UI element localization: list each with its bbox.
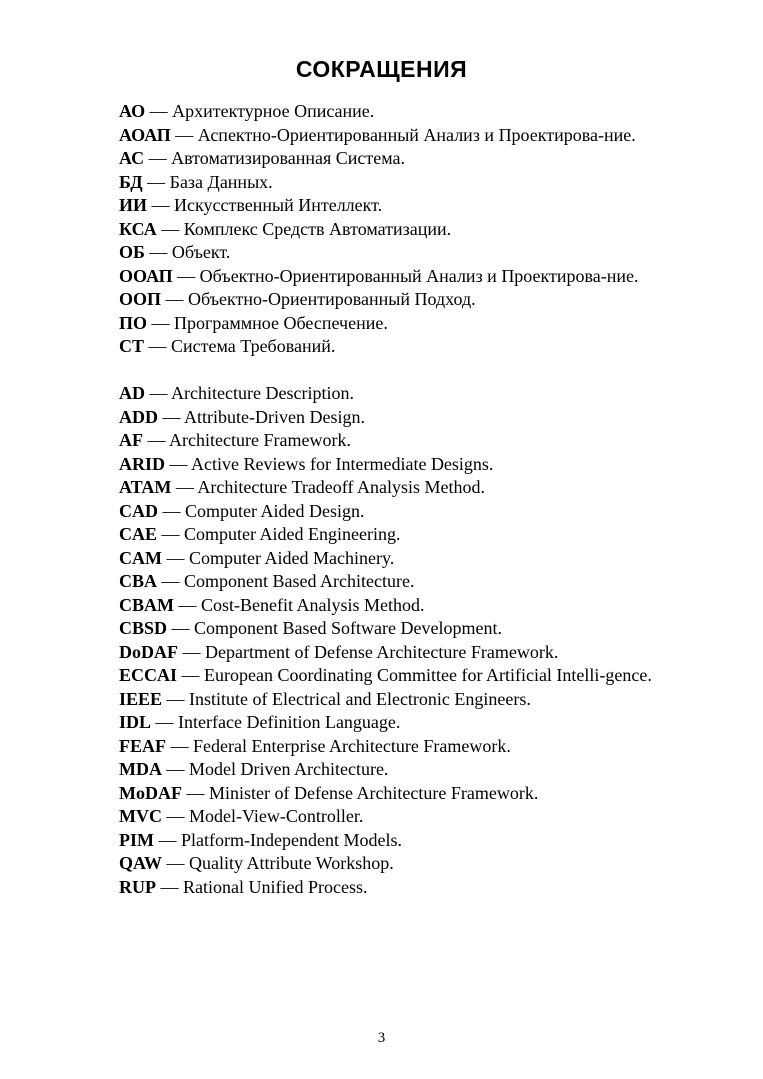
- abbreviation-entry: [74, 335, 687, 359]
- abbreviation-dash: —: [154, 829, 181, 850]
- abbreviation-term: ARID: [119, 453, 166, 474]
- abbreviation-definition: Программное Обеспечение.: [174, 312, 388, 333]
- abbreviation-entry: [74, 594, 687, 618]
- abbreviation-term: БД: [119, 171, 143, 192]
- abbreviation-term: АС: [119, 148, 145, 168]
- abbreviation-entry: [74, 829, 687, 853]
- abbreviation-entry: [74, 664, 687, 688]
- abbreviation-definition: Computer Aided Engineering.: [184, 524, 401, 544]
- abbreviation-definition: Cost-Benefit Analysis Method.: [201, 594, 425, 615]
- abbreviation-definition: Система Требований.: [171, 336, 336, 356]
- abbreviation-definition: Active Reviews for Intermediate Designs.: [191, 453, 494, 474]
- abbreviation-entry: [74, 758, 687, 782]
- abbreviation-entry: [74, 124, 687, 148]
- abbreviation-definition: Computer Aided Design.: [185, 500, 365, 521]
- abbreviation-entry: [74, 782, 687, 806]
- abbreviation-dash: —: [172, 265, 200, 286]
- abbreviation-term: ECCAI: [119, 665, 178, 685]
- abbreviation-dash: —: [147, 195, 175, 215]
- abbreviation-term: MDA: [119, 759, 162, 779]
- abbreviation-definition: Объектно-Ориентированный Подход.: [188, 289, 476, 309]
- abbreviation-dash: —: [156, 218, 184, 239]
- abbreviation-definition: Component Based Architecture.: [184, 571, 415, 591]
- abbreviation-term: CBA: [119, 571, 158, 591]
- abbreviation-dash: —: [147, 312, 175, 333]
- russian-abbreviations: [74, 100, 687, 359]
- abbreviation-definition: Attribute-Driven Design.: [184, 406, 365, 427]
- abbreviation-dash: —: [161, 289, 189, 309]
- abbreviation-dash: —: [171, 477, 198, 497]
- abbreviation-dash: —: [145, 101, 173, 121]
- abbreviation-definition: Architecture Tradeoff Analysis Method.: [197, 477, 485, 497]
- abbreviation-dash: —: [162, 806, 189, 826]
- abbreviation-term: ПО: [119, 312, 148, 333]
- abbreviation-term: QAW: [119, 853, 163, 873]
- abbreviation-dash: —: [174, 594, 201, 615]
- group-separator: [74, 359, 687, 383]
- abbreviation-definition: European Coordinating Committee for Artificial Intelli-gence.: [204, 665, 652, 685]
- abbreviation-entry: [74, 453, 687, 477]
- abbreviation-term: АОАП: [119, 124, 171, 145]
- abbreviation-entry: [74, 406, 687, 430]
- abbreviation-definition: База Данных.: [169, 171, 273, 192]
- abbreviation-entry: [74, 688, 687, 712]
- page-number: 3: [377, 1030, 386, 1046]
- abbreviation-definition: Minister of Defense Architecture Framework.: [208, 782, 539, 803]
- abbreviation-entry: [74, 382, 687, 406]
- abbreviation-term: CAM: [119, 547, 162, 568]
- abbreviation-entry: [74, 641, 687, 665]
- abbreviation-dash: —: [167, 618, 195, 638]
- abbreviation-dash: —: [162, 759, 189, 779]
- abbreviation-dash: —: [144, 148, 172, 168]
- abbreviation-dash: —: [162, 688, 190, 709]
- abbreviation-definition: Architecture Framework.: [169, 430, 351, 450]
- abbreviation-entry: [74, 100, 687, 124]
- abbreviation-entry: [74, 312, 687, 336]
- abbreviation-dash: —: [177, 665, 205, 685]
- abbreviation-term: CAE: [119, 524, 158, 544]
- abbreviation-dash: —: [145, 383, 172, 403]
- abbreviation-definition: Rational Unified Process.: [183, 876, 368, 897]
- abbreviation-term: CAD: [119, 500, 158, 521]
- abbreviation-term: IEEE: [119, 688, 163, 709]
- abbreviation-entry: [74, 735, 687, 759]
- abbreviation-entry: [74, 218, 687, 242]
- abbreviation-entry: [74, 241, 687, 265]
- abbreviation-entry: [74, 617, 687, 641]
- abbreviation-term: FEAF: [119, 735, 166, 756]
- abbreviation-dash: —: [157, 571, 185, 591]
- abbreviation-entry: [74, 852, 687, 876]
- abbreviation-entry: [74, 476, 687, 500]
- abbreviation-term: MoDAF: [119, 782, 182, 803]
- abbreviation-dash: —: [162, 853, 190, 873]
- abbreviation-term: ИИ: [119, 195, 148, 215]
- page-title: СОКРАЩЕНИЯ: [295, 56, 468, 82]
- abbreviation-definition: Federal Enterprise Architecture Framework.: [193, 735, 511, 756]
- abbreviation-term: ATAM: [119, 477, 172, 497]
- abbreviation-entry: [74, 547, 687, 571]
- abbreviation-term: КСА: [119, 218, 157, 239]
- abbreviation-term: IDL: [119, 712, 152, 732]
- abbreviation-term: СТ: [119, 336, 145, 356]
- abbreviation-term: ООАП: [119, 265, 173, 286]
- abbreviation-entry: [74, 711, 687, 735]
- abbreviation-dash: —: [158, 406, 185, 427]
- abbreviation-dash: —: [142, 171, 170, 192]
- abbreviation-definition: Department of Defense Architecture Framework.: [205, 641, 559, 662]
- abbreviation-dash: —: [151, 712, 179, 732]
- abbreviation-entry: [74, 876, 687, 900]
- abbreviation-term: MVC: [119, 806, 162, 826]
- abbreviation-dash: —: [162, 547, 189, 568]
- abbreviation-dash: —: [158, 500, 185, 521]
- abbreviation-term: AD: [119, 383, 145, 403]
- abbreviation-definition: Автоматизированная Система.: [171, 148, 406, 168]
- abbreviation-entry: [74, 523, 687, 547]
- abbreviation-entry: [74, 194, 687, 218]
- abbreviation-term: RUP: [119, 876, 156, 897]
- abbreviation-definition: Model-View-Controller.: [189, 806, 364, 826]
- abbreviation-entry: [74, 288, 687, 312]
- abbreviation-entry: [74, 805, 687, 829]
- abbreviation-definition: Искусственный Интеллект.: [174, 195, 383, 215]
- abbreviation-entry: [74, 265, 687, 289]
- abbreviation-dash: —: [178, 641, 205, 662]
- abbreviation-dash: —: [144, 336, 172, 356]
- abbreviation-term: PIM: [119, 829, 154, 850]
- abbreviation-definition: Архитектурное Описание.: [172, 101, 375, 121]
- abbreviation-term: ООП: [119, 289, 162, 309]
- abbreviation-definition: Interface Definition Language.: [178, 712, 401, 732]
- abbreviation-definition: Platform-Independent Models.: [181, 829, 402, 850]
- abbreviation-dash: —: [156, 876, 183, 897]
- abbreviation-term: CBSD: [119, 618, 168, 638]
- abbreviation-entry: [74, 500, 687, 524]
- abbreviation-dash: —: [143, 430, 170, 450]
- abbreviation-definition: Architecture Description.: [171, 383, 354, 403]
- abbreviation-term: ОБ: [119, 242, 145, 262]
- abbreviation-definition: Аспектно-Ориентированный Анализ и Проектирова-ние.: [197, 124, 636, 145]
- abbreviation-term: AF: [119, 430, 143, 450]
- abbreviation-dash: —: [165, 453, 192, 474]
- abbreviation-definition: Объектно-Ориентированный Анализ и Проектирова-ние.: [199, 265, 639, 286]
- abbreviation-definition: Component Based Software Development.: [194, 618, 502, 638]
- abbreviation-definition: Institute of Electrical and Electronic Engineers.: [189, 688, 531, 709]
- abbreviation-list: [74, 100, 687, 899]
- abbreviation-dash: —: [157, 524, 185, 544]
- abbreviation-entry: [74, 429, 687, 453]
- abbreviation-definition: Computer Aided Machinery.: [189, 547, 395, 568]
- abbreviation-term: DoDAF: [119, 641, 178, 662]
- abbreviation-term: ADD: [119, 406, 158, 427]
- abbreviation-term: АО: [119, 101, 146, 121]
- abbreviation-definition: Объект.: [171, 242, 231, 262]
- abbreviation-definition: Комплекс Средств Автоматизации.: [183, 218, 452, 239]
- abbreviation-dash: —: [170, 124, 198, 145]
- abbreviation-definition: Quality Attribute Workshop.: [189, 853, 394, 873]
- abbreviation-term: CBAM: [119, 594, 174, 615]
- abbreviation-entry: [74, 171, 687, 195]
- abbreviation-entry: [74, 570, 687, 594]
- abbreviation-definition: Model Driven Architecture.: [189, 759, 389, 779]
- abbreviation-dash: —: [166, 735, 193, 756]
- abbreviation-dash: —: [144, 242, 172, 262]
- abbreviation-dash: —: [181, 782, 209, 803]
- english-abbreviations: [74, 382, 687, 899]
- abbreviation-entry: [74, 147, 687, 171]
